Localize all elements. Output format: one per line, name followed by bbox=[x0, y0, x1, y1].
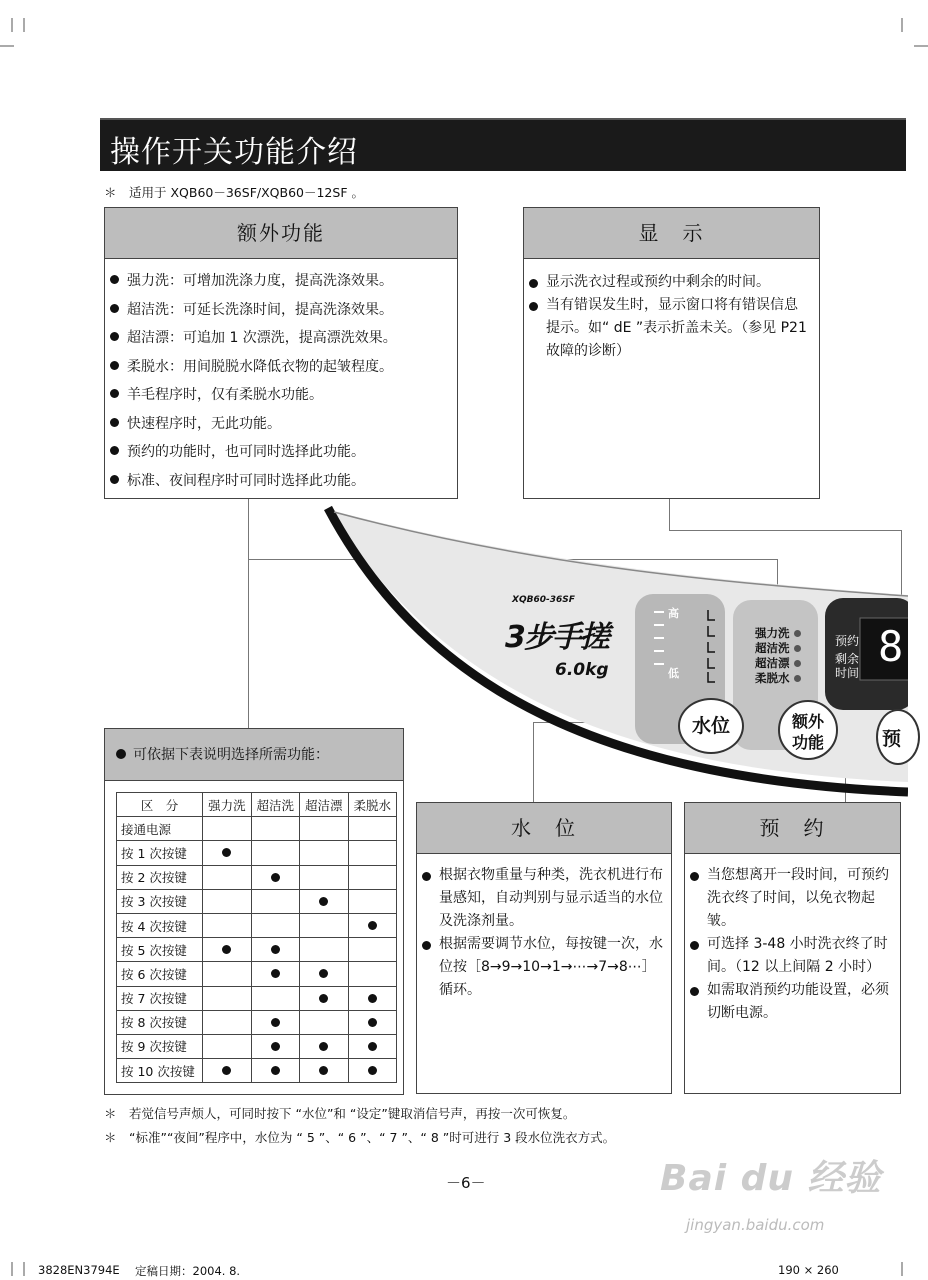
watermark-logo: Bai du 经验 bbox=[660, 1158, 882, 1199]
page-title-bar bbox=[100, 118, 906, 171]
selected-dot-icon bbox=[368, 1066, 377, 1075]
table-row bbox=[117, 1034, 397, 1058]
extra-function-item: 预约的功能时，也可同时选择此功能。 bbox=[105, 438, 457, 467]
row-label: 按 3 次按键 bbox=[117, 889, 203, 913]
table-cell bbox=[203, 1059, 251, 1083]
table-cell bbox=[251, 1010, 299, 1034]
row-label: 按 1 次按键 bbox=[117, 841, 203, 865]
reserve-item: 如需取消预约功能设置，必须切断电源。 bbox=[685, 979, 892, 1025]
selection-intro-bar bbox=[105, 729, 403, 781]
table-row bbox=[117, 865, 397, 889]
selected-dot-icon bbox=[271, 1018, 280, 1027]
table-cell bbox=[251, 962, 299, 986]
selected-dot-icon bbox=[319, 969, 328, 978]
table-row bbox=[117, 817, 397, 841]
table-cell bbox=[251, 841, 299, 865]
table-cell bbox=[203, 938, 251, 962]
table-cell bbox=[348, 1059, 397, 1083]
table-cell bbox=[251, 889, 299, 913]
table-row bbox=[117, 1010, 397, 1034]
selection-table bbox=[116, 792, 397, 1083]
footnote-signal: ＊ 若觉信号声烦人，可同时按下 “水位”和 “设定”键取消信号声，再按一次可恢复。 bbox=[104, 1106, 576, 1121]
extra-function-item: 柔脱水：用间脱脱水降低衣物的起皱程度。 bbox=[105, 353, 457, 382]
table-row bbox=[117, 962, 397, 986]
panel-option-indicator-icon bbox=[794, 675, 801, 682]
table-cell bbox=[300, 962, 348, 986]
row-label: 按 10 次按键 bbox=[117, 1059, 203, 1083]
doc-date: 定稿日期：2004. 8. bbox=[135, 1264, 241, 1278]
table-cell bbox=[348, 962, 397, 986]
panel-capacity: 6.0kg bbox=[555, 660, 609, 680]
watermark-url: jingyan.baidu.com bbox=[686, 1216, 825, 1234]
selected-dot-icon bbox=[271, 1042, 280, 1051]
table-cell bbox=[203, 986, 251, 1010]
table-header-cell: 超洁漂 bbox=[300, 793, 348, 817]
panel-option-list bbox=[755, 626, 801, 686]
water-level-heading: 水 位 bbox=[417, 803, 671, 854]
selection-intro: 可依据下表说明选择所需功能： bbox=[133, 747, 329, 763]
selected-dot-icon bbox=[319, 994, 328, 1003]
extra-function-item: 超洁漂：可追加 1 次漂洗，提高漂洗效果。 bbox=[105, 324, 457, 353]
table-cell bbox=[300, 938, 348, 962]
row-label: 按 4 次按键 bbox=[117, 913, 203, 937]
page-number: －6－ bbox=[446, 1174, 486, 1192]
doc-code: 3828EN3794E bbox=[38, 1263, 120, 1277]
table-cell bbox=[251, 817, 299, 841]
display-box bbox=[523, 207, 820, 499]
table-cell bbox=[300, 1010, 348, 1034]
panel-option-2: 超洁洗 bbox=[755, 641, 801, 656]
extra-function-item: 超洁洗：可延长洗涤时间，提高洗涤效果。 bbox=[105, 296, 457, 325]
panel-option-1: 强力洗 bbox=[755, 626, 801, 641]
table-cell bbox=[300, 817, 348, 841]
selected-dot-icon bbox=[319, 1066, 328, 1075]
table-cell bbox=[348, 889, 397, 913]
table-cell bbox=[300, 865, 348, 889]
reserve-item: 当您想离开一段时间，可预约洗衣终了时间，以免衣物起皱。 bbox=[685, 864, 892, 933]
display-digit: 8 bbox=[878, 622, 904, 671]
table-cell bbox=[348, 986, 397, 1010]
selected-dot-icon bbox=[271, 969, 280, 978]
extra-function-item: 标准、夜间程序时可同时选择此功能。 bbox=[105, 467, 457, 496]
panel-option-4: 柔脱水 bbox=[755, 671, 801, 686]
table-header-cell: 区 分 bbox=[117, 793, 203, 817]
water-level-item: 根据衣物重量与种类，洗衣机进行布量感知，自动判别与显示适当的水位及洗涤剂量。 bbox=[417, 864, 663, 933]
table-header-cell: 柔脱水 bbox=[348, 793, 397, 817]
doc-size: 190 × 260 bbox=[778, 1263, 839, 1277]
extra-function-item: 强力洗：可增加洗涤力度，提高洗涤效果。 bbox=[105, 267, 457, 296]
panel-option-indicator-icon bbox=[794, 660, 801, 667]
extra-button-line1: 额外 bbox=[791, 712, 824, 731]
table-cell bbox=[203, 841, 251, 865]
selected-dot-icon bbox=[368, 921, 377, 930]
table-cell bbox=[251, 938, 299, 962]
row-label: 接通电源 bbox=[117, 817, 203, 841]
display-item: 当有错误发生时，显示窗口将有错误信息提示。如“ dE ”表示折盖未关。（参见 P21 故障的诊断） bbox=[524, 294, 807, 363]
table-cell bbox=[251, 986, 299, 1010]
table-cell bbox=[203, 913, 251, 937]
table-cell bbox=[251, 865, 299, 889]
row-label: 按 7 次按键 bbox=[117, 986, 203, 1010]
table-cell bbox=[348, 1010, 397, 1034]
extra-function-item: 羊毛程序时，仅有柔脱水功能。 bbox=[105, 381, 457, 410]
display-label-reserve: 预约 bbox=[835, 634, 860, 648]
panel-option-indicator-icon bbox=[794, 630, 801, 637]
selected-dot-icon bbox=[368, 1042, 377, 1051]
table-cell bbox=[251, 1034, 299, 1058]
reserve-heading: 预 约 bbox=[685, 803, 900, 854]
table-row bbox=[117, 913, 397, 937]
selected-dot-icon bbox=[271, 945, 280, 954]
table-cell bbox=[348, 865, 397, 889]
table-cell bbox=[203, 889, 251, 913]
table-cell bbox=[251, 913, 299, 937]
water-level-list bbox=[417, 864, 671, 1002]
table-row bbox=[117, 986, 397, 1010]
display-list bbox=[524, 271, 819, 363]
table-row bbox=[117, 1059, 397, 1083]
table-header-cell: 超洁洗 bbox=[251, 793, 299, 817]
table-cell bbox=[348, 913, 397, 937]
table-cell bbox=[348, 1034, 397, 1058]
water-level-item: 根据需要调节水位，每按键一次，水位按［8→9→10→1→⋯→7→8⋯］循环。 bbox=[417, 933, 663, 1002]
panel-model: XQB60-36SF bbox=[512, 595, 575, 605]
page-title: 操作开关功能介绍 bbox=[110, 135, 358, 170]
extra-function-heading: 额外功能 bbox=[105, 208, 457, 259]
water-level-high: 高 bbox=[668, 607, 679, 620]
water-level-indicator-icon bbox=[650, 606, 715, 686]
footnote-water-level: ＊ “标准”“夜间”程序中，水位为 “ 5 ”、“ 6 ”、“ 7 ”、“ 8 ”时可进行 3 段水位洗衣方式。 bbox=[104, 1130, 616, 1145]
extra-function-button[interactable] bbox=[778, 700, 838, 760]
extra-function-box bbox=[104, 207, 458, 499]
extra-button-line2: 功能 bbox=[791, 733, 824, 752]
table-cell bbox=[348, 938, 397, 962]
selection-table-box bbox=[104, 728, 404, 1095]
selected-dot-icon bbox=[271, 1066, 280, 1075]
selected-dot-icon bbox=[368, 1018, 377, 1027]
selected-dot-icon bbox=[222, 848, 231, 857]
row-label: 按 9 次按键 bbox=[117, 1034, 203, 1058]
water-level-box bbox=[416, 802, 672, 1094]
table-row bbox=[117, 889, 397, 913]
panel-brand: 3步手搓 bbox=[505, 620, 608, 655]
table-cell bbox=[348, 841, 397, 865]
reserve-button[interactable]: 预 bbox=[876, 709, 920, 765]
table-cell bbox=[203, 1034, 251, 1058]
reserve-item: 可选择 3-48 小时洗衣终了时间。（12 以上间隔 2 小时） bbox=[685, 933, 892, 979]
selected-dot-icon bbox=[222, 1066, 231, 1075]
water-level-button[interactable]: 水位 bbox=[678, 698, 744, 754]
selected-dot-icon bbox=[271, 873, 280, 882]
table-cell bbox=[203, 1010, 251, 1034]
table-row bbox=[117, 841, 397, 865]
panel-option-3: 超洁漂 bbox=[755, 656, 801, 671]
table-header-cell: 强力洗 bbox=[203, 793, 251, 817]
row-label: 按 6 次按键 bbox=[117, 962, 203, 986]
water-level-low: 低 bbox=[668, 667, 679, 680]
panel-option-indicator-icon bbox=[794, 645, 801, 652]
table-cell bbox=[300, 986, 348, 1010]
table-cell bbox=[300, 1059, 348, 1083]
selected-dot-icon bbox=[319, 897, 328, 906]
extra-function-list bbox=[105, 267, 457, 495]
table-row bbox=[117, 938, 397, 962]
row-label: 按 2 次按键 bbox=[117, 865, 203, 889]
row-label: 按 8 次按键 bbox=[117, 1010, 203, 1034]
display-item: 显示洗衣过程或预约中剩余的时间。 bbox=[524, 271, 807, 294]
reserve-box bbox=[684, 802, 901, 1094]
selected-dot-icon bbox=[222, 945, 231, 954]
selected-dot-icon bbox=[319, 1042, 328, 1051]
extra-function-item: 快速程序时，无此功能。 bbox=[105, 410, 457, 439]
table-cell bbox=[251, 1059, 299, 1083]
display-heading: 显 示 bbox=[524, 208, 819, 259]
table-cell bbox=[203, 817, 251, 841]
table-cell bbox=[203, 962, 251, 986]
selected-dot-icon bbox=[368, 994, 377, 1003]
display-label-remaining: 剩余 时间 bbox=[835, 652, 860, 680]
row-label: 按 5 次按键 bbox=[117, 938, 203, 962]
table-cell bbox=[300, 1034, 348, 1058]
table-cell bbox=[203, 865, 251, 889]
table-cell bbox=[348, 817, 397, 841]
table-cell bbox=[300, 913, 348, 937]
applies-note: ＊ 适用于 XQB60－36SF/XQB60－12SF 。 bbox=[104, 185, 364, 200]
reserve-list bbox=[685, 864, 900, 1025]
table-cell bbox=[300, 841, 348, 865]
table-cell bbox=[300, 889, 348, 913]
